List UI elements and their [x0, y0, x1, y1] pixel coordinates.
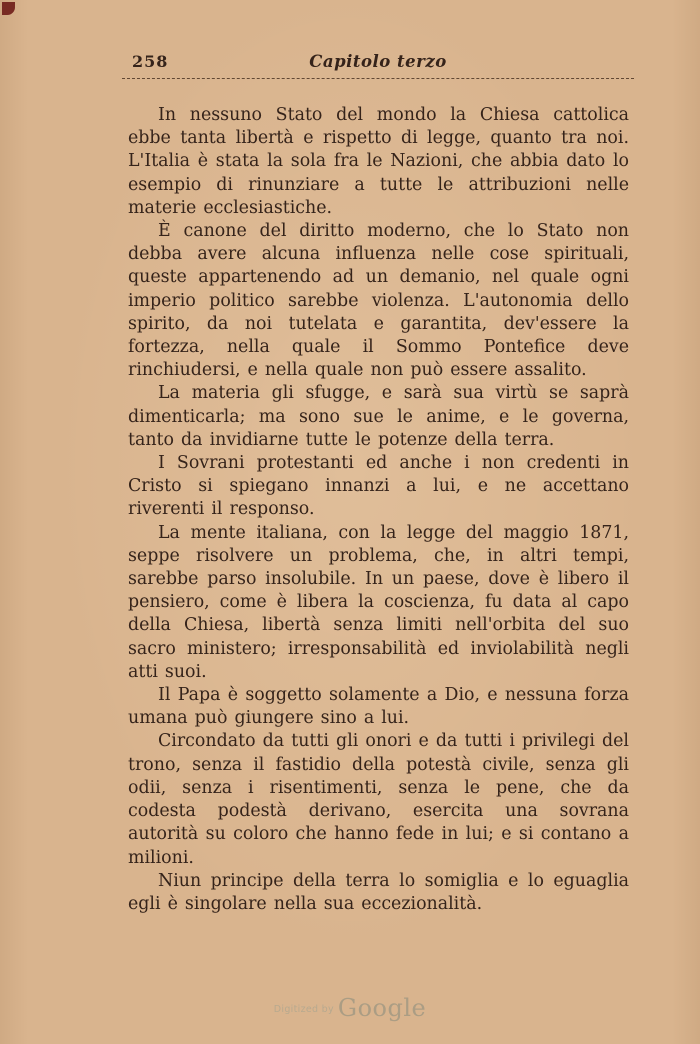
digitized-by-label: Digitized by: [273, 1004, 334, 1015]
paragraph: Il Papa è soggetto solamente a Dio, e nessuna forza umana può giungere sino a lui.: [128, 685, 629, 729]
page-body: [128, 104, 629, 916]
scan-artifact-mark: [2, 2, 15, 15]
paragraph: In nessuno Stato del mondo la Chiesa cattolica ebbe tanta libertà e rispetto di legge, quanto tra noi. L'Italia è stata la sola fra le Nazioni, che abbia dato lo esempio di rinunziare a tutte le attribuzioni nelle materie ecclesiastiche.: [128, 105, 629, 218]
paragraph: I Sovrani protestanti ed anche i non credenti in Cristo si spiegano innanzi a lui, e ne accettano riverenti il responso.: [128, 453, 629, 520]
google-logo: Google: [337, 994, 427, 1022]
paragraph: La materia gli sfugge, e sarà sua virtù se saprà dimenticarla; ma sono sue le anime, e le governa, tanto da invidiarne tutte le potenze della terra.: [128, 383, 629, 450]
page-number: 258: [132, 52, 169, 71]
paragraph: La mente italiana, con la legge del maggio 1871, seppe risolvere un problema, che, in altri tempi, sarebbe parso insolubile. In un paese, dove è libero il pensiero, come è libera la coscienza, fu data al capo della Chiesa, libertà senza limiti nell'orbita del suo sacro ministero; irresponsabilità ed inviolabilità negli atti suoi.: [128, 522, 629, 682]
header-rule: [122, 78, 634, 79]
paragraph: È canone del diritto moderno, che lo Stato non debba avere alcuna influenza nelle cose spirituali, queste appartenendo ad un demanio, nel quale ogni imperio politico sarebbe violenza. L'autonomia dello spirito, da noi tutelata e garantita, dev'essere la fortezza, nella quale il Sommo Pontefice deve rinchiudersi, e nella quale non può essere assalito.: [128, 221, 629, 381]
chapter-title: Capitolo terzo: [309, 52, 447, 71]
paragraph: Niun principe della terra lo somiglia e lo eguaglia egli è singolare nella sua eccezionalità.: [128, 870, 629, 914]
google-watermark: [0, 994, 700, 1022]
paragraph: Circondato da tutti gli onori e da tutti i privilegi del trono, senza il fastidio della potestà civile, senza gli odii, senza i risentimenti, senza le pene, che da codesta podestà derivano, esercita una sovrana autorità su coloro che hanno fede in lui; e si contano a milioni.: [128, 731, 629, 868]
page-header: [128, 52, 628, 74]
